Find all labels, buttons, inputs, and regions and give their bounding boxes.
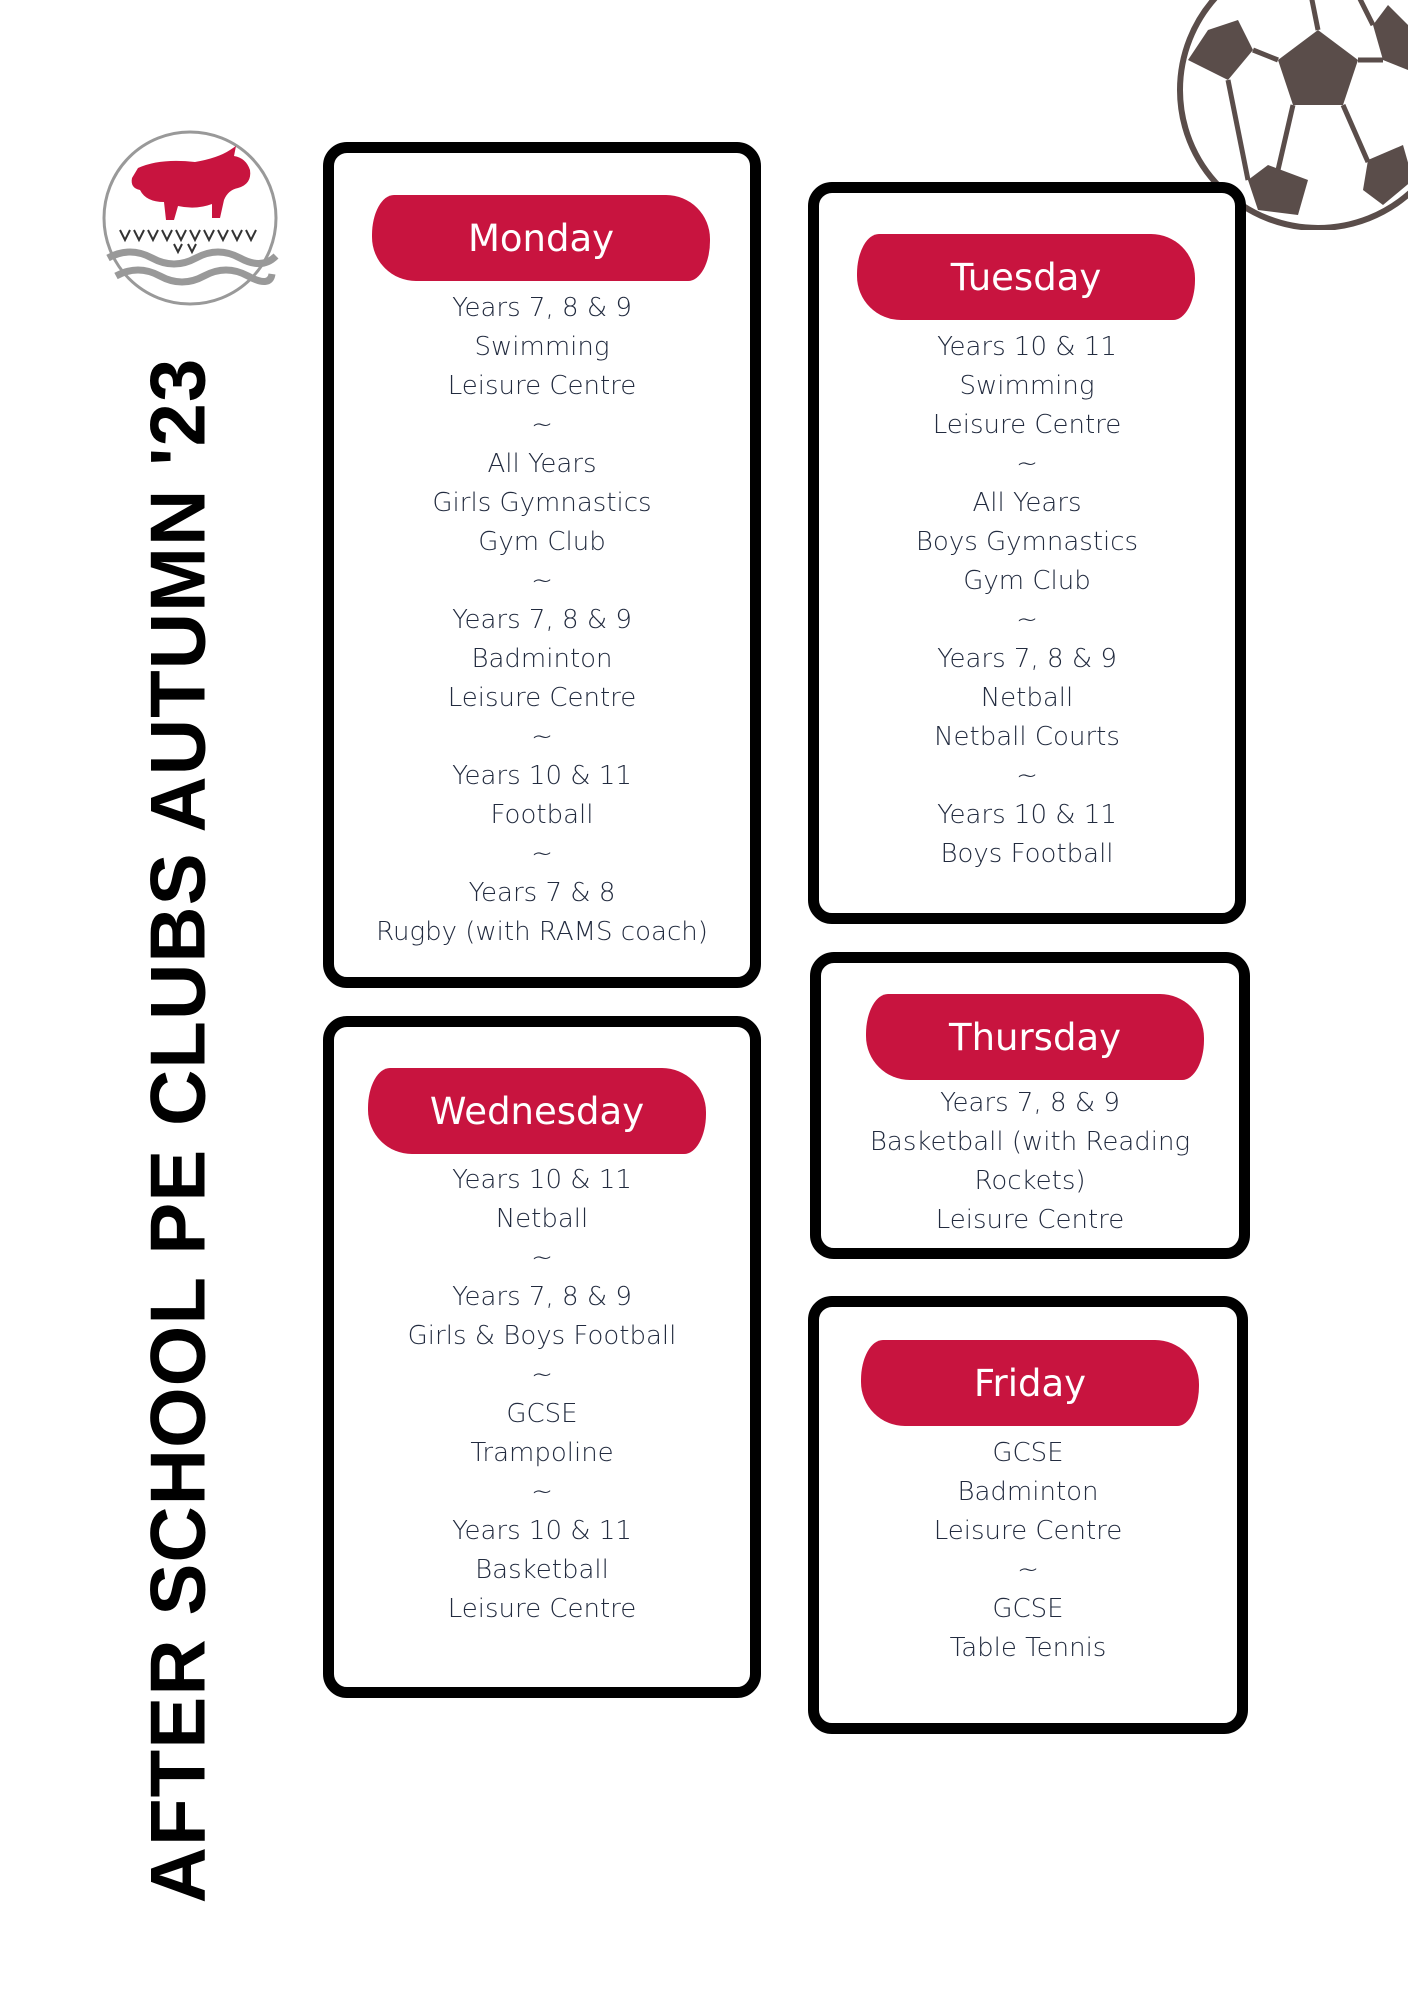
line: ~: [531, 1360, 553, 1390]
day-lines-tuesday: [819, 328, 1235, 874]
line: Netball: [495, 1204, 589, 1234]
line: Leisure Centre: [447, 1594, 637, 1624]
line: Leisure Centre: [932, 410, 1122, 440]
day-header-thursday: Thursday: [866, 994, 1204, 1080]
line: All Years: [487, 449, 597, 479]
line: Years 10 & 11: [937, 800, 1117, 830]
line: Years 10 & 11: [452, 1165, 632, 1195]
line: Years 7, 8 & 9: [452, 605, 632, 635]
line: GCSE: [506, 1399, 578, 1429]
day-lines-monday: [334, 289, 750, 952]
line: Swimming: [474, 332, 610, 362]
line: Years 10 & 11: [452, 1516, 632, 1546]
line: Years 7, 8 & 9: [937, 644, 1117, 674]
line: Leisure Centre: [447, 683, 637, 713]
day-card-thursday: [810, 952, 1250, 1259]
line: ~: [1016, 761, 1038, 791]
line: Leisure Centre: [933, 1516, 1123, 1546]
line: GCSE: [992, 1594, 1064, 1624]
line: Basketball: [475, 1555, 609, 1585]
line: Netball Courts: [934, 722, 1120, 752]
line: Girls & Boys Football: [407, 1321, 677, 1351]
line: ~: [1017, 1555, 1039, 1585]
day-header-wednesday: Wednesday: [368, 1068, 706, 1154]
day-header-monday: Monday: [372, 195, 710, 281]
day-card-monday: [323, 142, 761, 988]
day-header-tuesday: Tuesday: [857, 234, 1195, 320]
line: Rugby (with RAMS coach): [376, 917, 708, 947]
line: ~: [1016, 449, 1038, 479]
line: Football: [490, 800, 594, 830]
line: Years 7 & 8: [468, 878, 616, 908]
line: ~: [531, 1477, 553, 1507]
day-card-tuesday: [808, 182, 1246, 924]
line: Years 7, 8 & 9: [940, 1088, 1120, 1118]
line: Years 7, 8 & 9: [452, 1282, 632, 1312]
day-lines-friday: [819, 1434, 1237, 1668]
line: ~: [531, 566, 553, 596]
line: Trampoline: [470, 1438, 614, 1468]
line: Gym Club: [478, 527, 606, 557]
line: Girls Gymnastics: [432, 488, 652, 518]
line: Swimming: [959, 371, 1095, 401]
day-lines-wednesday: [334, 1161, 750, 1629]
line: Years 10 & 11: [452, 761, 632, 791]
line: Badminton: [957, 1477, 1099, 1507]
line: ~: [531, 410, 553, 440]
day-card-wednesday: [323, 1016, 761, 1698]
line: Years 10 & 11: [937, 332, 1117, 362]
line: Boys Gymnastics: [915, 527, 1139, 557]
line: Rockets): [974, 1166, 1086, 1196]
day-card-friday: [808, 1296, 1248, 1734]
bull-crest-logo: [100, 128, 280, 308]
day-lines-thursday: [821, 1084, 1239, 1240]
line: ~: [531, 1243, 553, 1273]
line: GCSE: [992, 1438, 1064, 1468]
line: ~: [531, 722, 553, 752]
page-title-container: [133, 340, 222, 1920]
line: Basketball (with Reading: [869, 1127, 1191, 1157]
line: ~: [1016, 605, 1038, 635]
day-header-friday: Friday: [861, 1340, 1199, 1426]
line: Years 7, 8 & 9: [452, 293, 632, 323]
line: Netball: [980, 683, 1074, 713]
line: Boys Football: [940, 839, 1114, 869]
page-title: AFTER SCHOOL PE CLUBS AUTUMN '23: [133, 357, 222, 1903]
line: Leisure Centre: [935, 1205, 1125, 1235]
line: Badminton: [471, 644, 613, 674]
line: All Years: [972, 488, 1082, 518]
line: Gym Club: [963, 566, 1091, 596]
line: Leisure Centre: [447, 371, 637, 401]
line: ~: [531, 839, 553, 869]
line: Table Tennis: [949, 1633, 1107, 1663]
